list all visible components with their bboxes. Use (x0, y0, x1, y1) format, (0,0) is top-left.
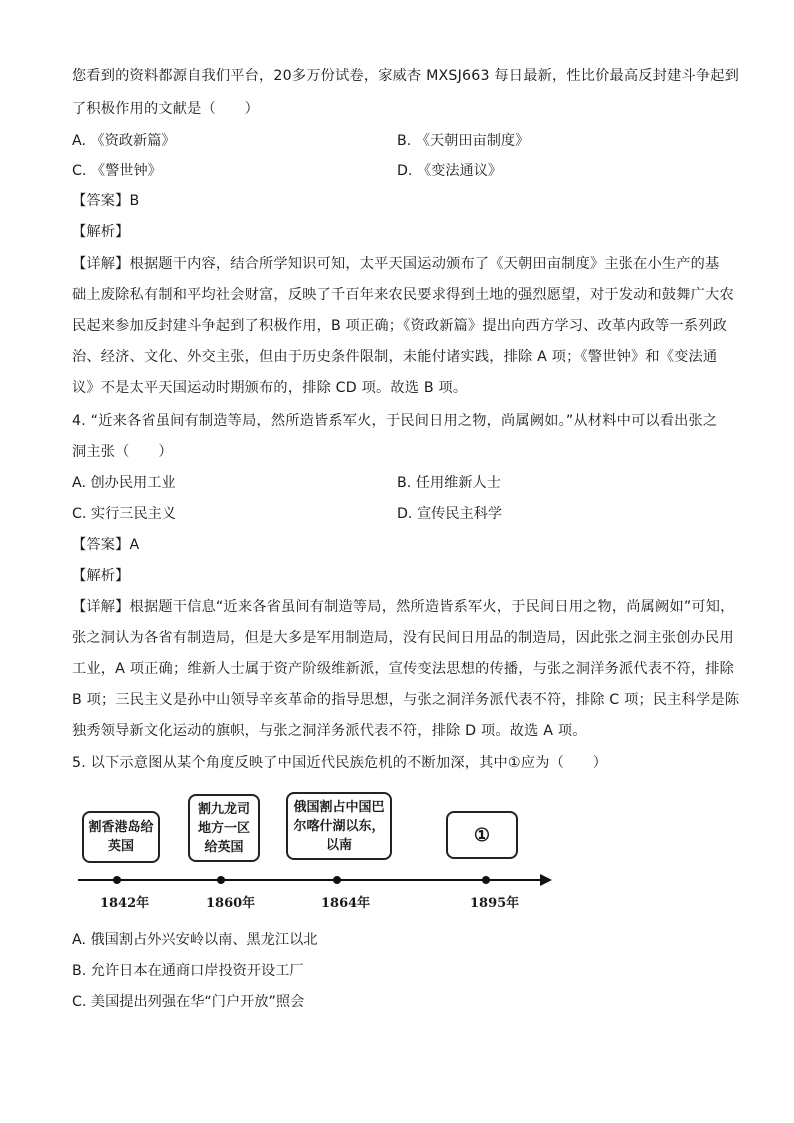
q4-detail-line: 张之洞认为各省有制造局，但是大多是军用制造局，没有民间日用品的制造局，因此张之洞主张创办民用 (72, 630, 734, 646)
q4-option-b: B. 任用维新人士 (397, 475, 501, 491)
timeline-dot (482, 876, 490, 884)
timeline-event-box: 俄国割占中国巴尔喀什湖以东，以南 (286, 792, 392, 860)
q4-stem-line1: 4. “近来各省虽间有制造等局，然所造皆系军火，于民间日用之物，尚属阙如。”从材料中可以看出张之 (72, 413, 718, 429)
q3-option-c: C. 《警世钟》 (72, 163, 162, 179)
q4-detail-line: 【详解】根据题干信息“近来各省虽间有制造等局，然所造皆系军火，于民间日用之物，尚属阙如”可知， (72, 599, 735, 615)
q3-option-a: A. 《资政新篇》 (72, 133, 176, 149)
timeline-year: 1842年 (100, 896, 150, 911)
q3-detail-line: 【详解】根据题干内容，结合所学知识可知，太平天国运动颁布了《天朝田亩制度》主张在小生产的基 (72, 256, 720, 272)
timeline-diagram (72, 786, 562, 916)
q5-option-a: A. 俄国割占外兴安岭以南、黑龙江以北 (72, 932, 318, 948)
q4-option-a: A. 创办民用工业 (72, 475, 176, 491)
q4-analysis-label: 【解析】 (72, 568, 130, 584)
q5-option-b: B. 允许日本在通商口岸投资开设工厂 (72, 963, 304, 979)
q3-detail-line: 础上废除私有制和平均社会财富，反映了千百年来农民要求得到土地的强烈愿望，对于发动和鼓舞广大农 (72, 287, 734, 303)
timeline-year: 1895年 (470, 896, 520, 911)
q4-option-c: C. 实行三民主义 (72, 506, 177, 522)
timeline-axis (78, 879, 544, 881)
timeline-dot (113, 876, 121, 884)
q4-detail-line: 独秀领导新文化运动的旗帜，与张之洞洋务派代表不符，排除 D 项。故选 A 项。 (72, 723, 587, 739)
timeline-year: 1864年 (321, 896, 371, 911)
q3-answer: 【答案】B (72, 193, 140, 209)
timeline-dot (333, 876, 341, 884)
q3-detail-line: 治、经济、文化、外交主张，但由于历史条件限制，未能付诸实践，排除 A 项；《警世钟》和《变法通 (72, 349, 718, 365)
timeline-year: 1860年 (206, 896, 256, 911)
q4-detail-line: B 项；三民主义是孙中山领导辛亥革命的指导思想，与张之洞洋务派代表不符，排除 C 项；民主科学是陈 (72, 692, 740, 708)
timeline-event-box: 割九龙司地方一区给英国 (188, 794, 260, 862)
q3-option-b: B. 《天朝田亩制度》 (397, 133, 530, 149)
q5-stem: 5. 以下示意图从某个角度反映了中国近代民族危机的不断加深，其中①应为（ ） (72, 755, 608, 771)
timeline-arrow (540, 874, 552, 886)
timeline-event-box: 割香港岛给英国 (82, 811, 160, 863)
timeline-event-box-blank: ① (446, 811, 518, 859)
q4-answer: 【答案】A (72, 537, 140, 553)
q4-option-d: D. 宣传民主科学 (397, 506, 503, 522)
q3-stem-line2: 了积极作用的文献是（ ） (72, 101, 260, 117)
q3-option-d: D. 《变法通议》 (397, 163, 503, 179)
q3-detail-line: 民起来参加反封建斗争起到了积极作用，B 项正确；《资政新篇》提出向西方学习、改革内政等一系列政 (72, 318, 727, 334)
q4-detail-line: 工业，A 项正确；维新人士属于资产阶级维新派，宣传变法思想的传播，与张之洞洋务派代表不符，排除 (72, 661, 735, 677)
q5-option-c: C. 美国提出列强在华“门户开放”照会 (72, 994, 305, 1010)
q3-analysis-label: 【解析】 (72, 224, 130, 240)
timeline-dot (217, 876, 225, 884)
q4-stem-line2: 洞主张（ ） (72, 444, 173, 460)
q3-stem-line1: 您看到的资料都源自我们平台，20多万份试卷，家威杏 MXSJ663 每日最新，性比价最高反封建斗争起到 (72, 68, 740, 84)
q3-detail-line: 议》不是太平天国运动时期颁布的，排除 CD 项。故选 B 项。 (72, 380, 468, 396)
